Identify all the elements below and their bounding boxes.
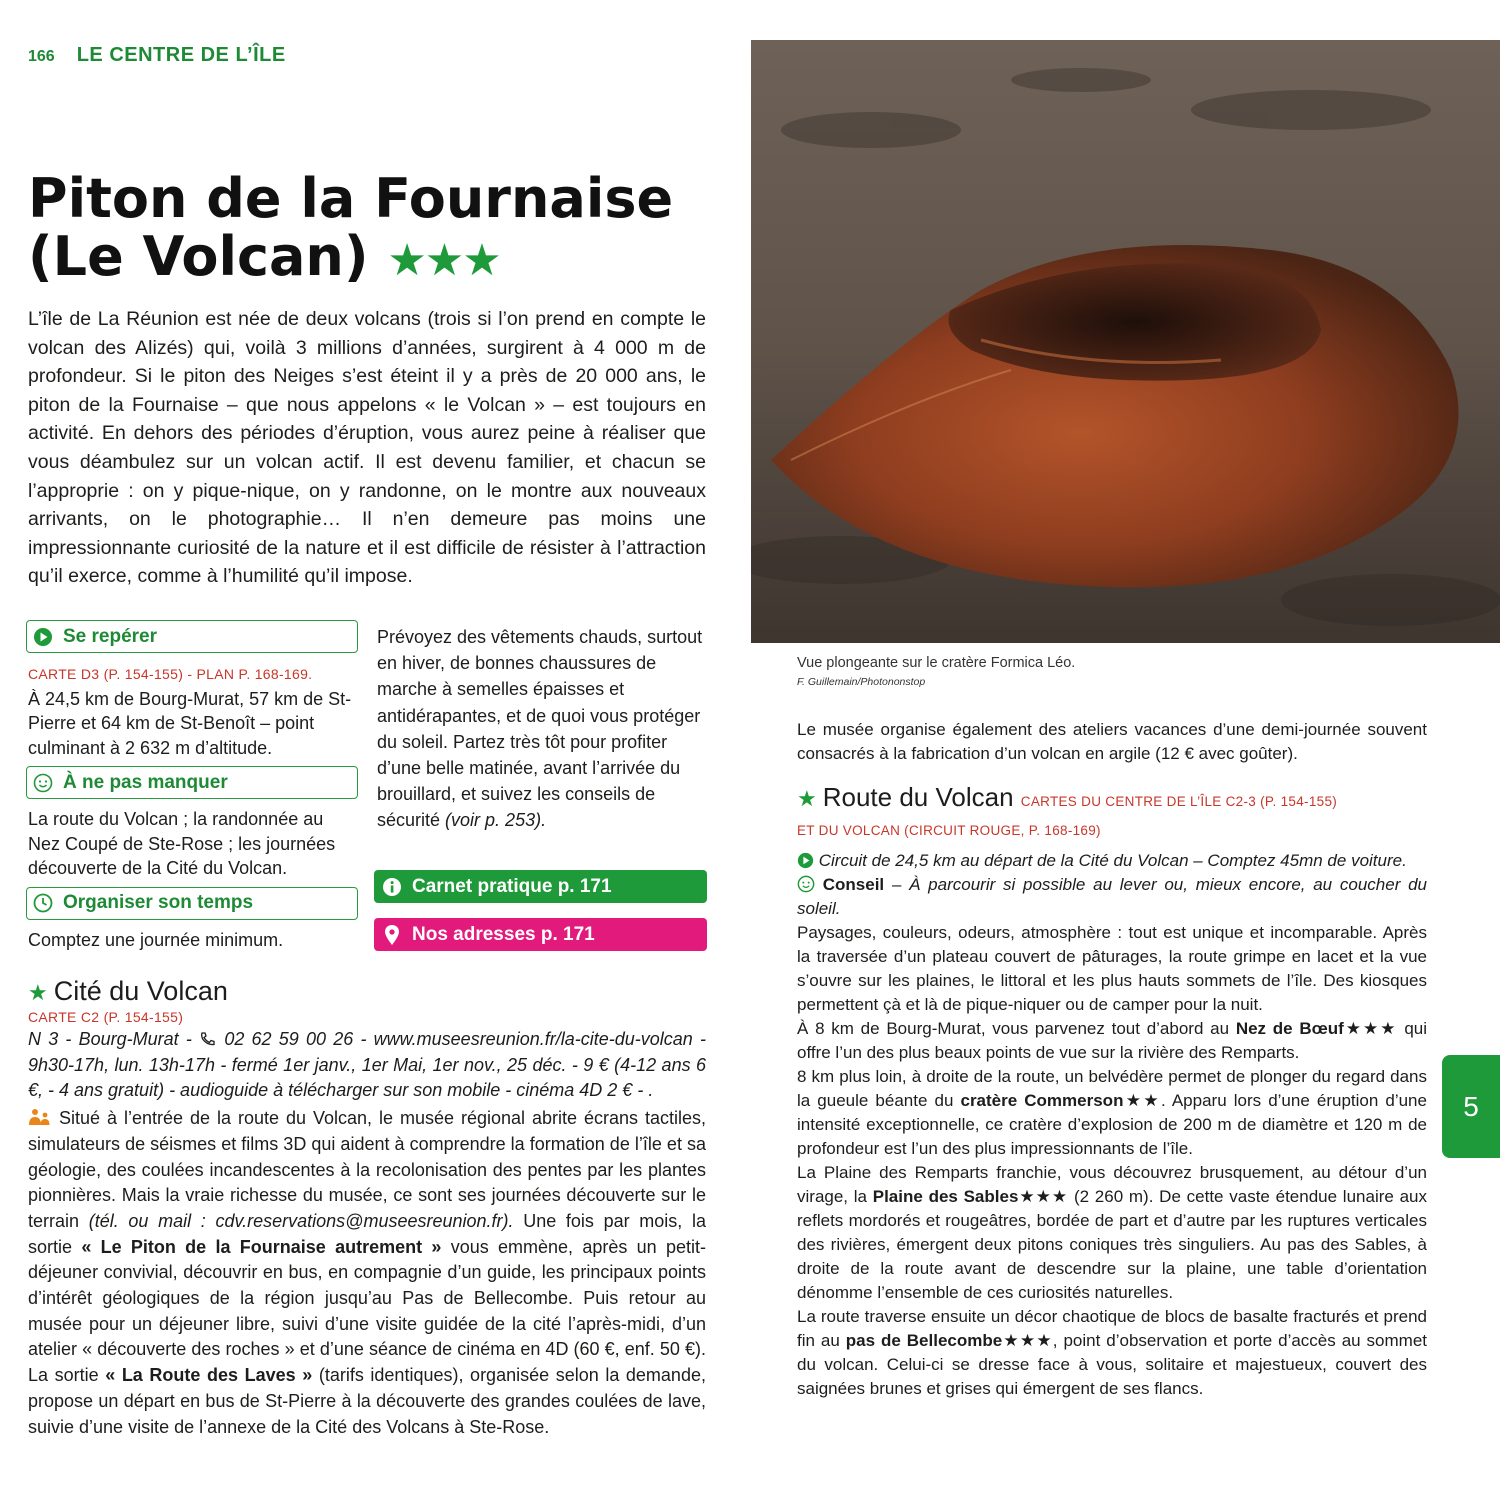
- pas-de-bellecombe: pas de Bellecombe★★★: [845, 1331, 1053, 1350]
- cite-description: [28, 1106, 706, 1440]
- play-circle-icon: [33, 627, 53, 647]
- info-icon: [382, 876, 402, 898]
- clock-icon: [33, 893, 53, 913]
- route-paragraph-1: Paysages, couleurs, odeurs, atmosphère : tout est unique et incomparable. Après la traversée d’un plateau couvert de pâturages, la route grimpe en lacet et la vue s’ouvre sur les plaines, le littoral et les plus hauts sommets de l’île. Des kiosques permettent çà et là de pique-niquer ou de camper pour la nuit.: [797, 923, 1427, 1014]
- cite-p1-contact: (tél. ou mail : cdv.reservations@museesreunion.fr).: [88, 1210, 514, 1231]
- conseil-text: – À parcourir si possible au lever ou, mieux encore, au coucher du soleil.: [797, 875, 1428, 918]
- route-map-reference-2: ET DU VOLCAN (CIRCUIT ROUGE, P. 168-169): [797, 823, 1101, 838]
- route-p3-a: 8 km plus loin, à droite de la route, un belvédère permet de plonger du regard dans la gueule béante du: [797, 1067, 1427, 1110]
- route-du-volcan-title: Route du Volcan: [822, 782, 1014, 812]
- right-column: [797, 718, 1427, 1401]
- intro-paragraph: L’île de La Réunion est née de deux volcans (trois si l’on prend en compte le volcan des Alizés) qui, voilà 3 millions d’années, surgirent à 4 000 m de profondeur. Si le piton des Neiges s’est éteint il y a près de 20 000 ans, le piton de la Fournaise – que nous appelons « le Volcan » – est toujours en activité. En dehors des périodes d’éruption, vous aurez peine à réaliser que vous déambulez sur un volcan actif. Il est devenu familier, et chacun se l’approprie : on y pique-nique, on y randonne, on le montre aux nouveaux arrivants, on le photographie… Il n’en demeure pas moins une impressionnante curiosité de la nature et il est difficile de résister à l’attraction qu’il exerce, comme à l’humilité qu’il impose.: [28, 308, 706, 588]
- carnet-pratique-label: Carnet pratique p. 171: [412, 875, 612, 897]
- location-pin-icon: [382, 924, 402, 946]
- cite-du-volcan-section: [28, 975, 706, 1440]
- route-paragraph-3: [797, 1065, 1427, 1161]
- route-p2-c: qui offre l’un des plus beaux points de vue sur la rivière des Remparts.: [797, 1019, 1427, 1062]
- plaine-des-sables: Plaine des Sables★★★: [872, 1187, 1069, 1206]
- cite-p1-d: (tarifs identiques), organisée selon la demande, propose un départ en bus de St-Pierre à la découverte des grandes coulées de lave, suivie d’une visite de l’annexe de la Cité des Volcans à Ste-Rose.: [28, 1365, 706, 1437]
- route-paragraph-2: [797, 1017, 1427, 1065]
- cite-du-volcan-title: Cité du Volcan: [53, 976, 228, 1006]
- route-du-volcan-heading: [797, 780, 1427, 819]
- nez-de-boeuf: Nez de Bœuf★★★: [1235, 1019, 1398, 1038]
- box-a-ne-pas-manquer-text: La route du Volcan ; la randonnée au Nez Coupé de Ste-Rose ; les journées découverte de la Cité du Volcan.: [28, 809, 336, 878]
- smiley-icon: [797, 875, 823, 894]
- family-icon: [28, 1108, 59, 1128]
- info-boxes: [26, 620, 358, 958]
- box-a-ne-pas-manquer-label: À ne pas manquer: [63, 771, 228, 793]
- title-line-2: (Le Volcan): [28, 225, 369, 288]
- route-p5-a: La route traverse ensuite un décor chaotique de blocs de basalte fracturés et prend fin au: [797, 1307, 1427, 1350]
- box-a-ne-pas-manquer: [26, 766, 358, 799]
- box-se-reperer: [26, 620, 358, 653]
- route-p4-c: (2 260 m). De cette vaste étendue lunaire aux reflets mordorés et rougeâtres, bordée de part et d’autre par les ruptures verticales des rivières, émergent deux pitons coniques très singuliers. Au pas des Sables, à droite de la route avant de descendre sur la plaine, une table d’orientation dénomme l’ensemble de ces curiosités naturelles.: [797, 1187, 1427, 1302]
- carnet-pratique-banner: [374, 870, 707, 903]
- rating-stars: ★★★: [387, 235, 500, 286]
- cite-info-details: 02 62 59 00 26 - www.museesreunion.fr/la-cite-du-volcan - 9h30-17h, lun. 13h-17h - fermé 1er janv., 1er Mai, 1er nov., 25 déc. - 9 € (4-12 ans 6 €, - 4 ans gratuit) - audioguide à télécharger sur son mobile - cinéma 4D 2 € - .: [28, 1029, 706, 1101]
- cite-outing-2: « La Route des Laves »: [105, 1365, 313, 1386]
- chapter-tab: 5: [1442, 1055, 1500, 1158]
- cite-p1-c: vous emmène, après un petit-déjeuner convivial, découvrir en bus, en compagnie d’un guide, les principaux points d’intérêt géologiques de la région jusqu’au Pas de Bellecombe. Puis retour au musée pour un déjeuner libre, suivi d’une visite guidée de la cité l’après-midi, d’un atelier « découverte des roches » et d’une séance de cinéma en 4D (60 €, enf. 50 €). La sortie: [28, 1236, 706, 1386]
- tips-text: Prévoyez des vêtements chauds, surtout en hiver, de bonnes chaussures de marche à semelles épaisses et antidérapantes, et de quoi vous protéger du soleil. Partez très tôt pour profiter d’une belle matinée, avant l’arrivée du brouillard, et suivez les conseils de sécurité: [377, 627, 703, 831]
- conseil-info: [797, 873, 1427, 921]
- phone-icon: [199, 1029, 224, 1049]
- section-title: LE CENTRE DE L’ÎLE: [76, 44, 286, 66]
- route-p3-c: . Apparu lors d’une éruption d’une intensité exceptionnelle, ce cratère d’explosion de 200 m de diamètre et 120 m de profondeur est l’un des plus impressionnants de l’île.: [797, 1091, 1427, 1158]
- cite-p1-b: Une fois par mois, la sortie: [28, 1210, 706, 1257]
- tips-paragraph: [377, 624, 707, 834]
- smiley-icon: [33, 773, 53, 793]
- page-title: [28, 167, 728, 290]
- route-p4-a: La Plaine des Remparts franchie, vous découvrez brusquement, au détour d’un virage, la: [797, 1163, 1427, 1206]
- box-se-reperer-text: [28, 661, 356, 760]
- cite-outing-1: « Le Piton de la Fournaise autrement »: [81, 1236, 442, 1257]
- circuit-info: [797, 849, 1427, 873]
- tips-reference: (voir p. 253).: [445, 810, 547, 831]
- play-circle-icon: [797, 851, 819, 870]
- location-text: À 24,5 km de Bourg-Murat, 57 km de St-Pierre et 64 km de St-Benoît – point culminant à 2 632 m d’altitude.: [28, 688, 352, 758]
- page-header: [28, 44, 286, 67]
- conseil-label: Conseil: [822, 875, 885, 894]
- route-paragraph-4: [797, 1161, 1427, 1305]
- cite-info: [28, 1027, 706, 1104]
- map-reference: CARTE D3 (P. 154-155) - PLAN P. 168-169.: [28, 666, 313, 682]
- cite-info-address: N 3 - Bourg-Murat -: [28, 1029, 192, 1049]
- route-p5-c: , point d’observation et porte d’accès au sommet du volcan. Celui-ci se dresse face à vous, solitaire et majestueux, couvert des saignées brunes et grises qui émergent de ses flancs.: [797, 1331, 1428, 1398]
- page-number: 166: [28, 48, 55, 65]
- nos-adresses-label: Nos adresses p. 171: [412, 923, 595, 945]
- nos-adresses-banner: [374, 918, 707, 951]
- cite-p1: Situé à l’entrée de la route du Volcan, le musée régional abrite écrans tactiles, simulateurs de séismes et films 3D qui aident à comprendre la formation de l’île et sa géologie, des coulées incandescentes à la recolonisation des pentes par les plantes pionnières. Mais la vraie richesse du musée, ce sont ses journées découverte sur le terrain: [28, 1108, 706, 1231]
- crater-photo: [751, 40, 1500, 643]
- title-line-1: Piton de la Fournaise: [28, 167, 674, 230]
- photo-credit: F. Guillemain/Photononstop: [797, 676, 926, 688]
- route-map-reference-1: CARTES DU CENTRE DE L’ÎLE C2-3 (P. 154-155): [1020, 794, 1338, 809]
- box-organiser-son-temps-text: Comptez une journée minimum.: [28, 929, 284, 950]
- star-icon: ★: [797, 786, 817, 811]
- route-paragraph-5: [797, 1305, 1427, 1401]
- cite-du-volcan-heading: [28, 975, 706, 1009]
- circuit-text: Circuit de 24,5 km au départ de la Cité du Volcan – Comptez 45mn de voiture.: [818, 851, 1407, 870]
- box-organiser-son-temps: [26, 887, 358, 920]
- box-organiser-son-temps-label: Organiser son temps: [63, 892, 254, 913]
- route-p2-a: À 8 km de Bourg-Murat, vous parvenez tout d’abord au: [797, 1019, 1230, 1038]
- cratere-commerson: cratère Commerson★★: [960, 1091, 1161, 1110]
- museum-workshops-text: Le musée organise également des ateliers vacances d’une demi-journée souvent consacrés à la fabrication d’un volcan en argile (12 € avec goûter).: [797, 720, 1427, 763]
- cite-map-reference: CARTE C2 (P. 154-155): [28, 1009, 184, 1025]
- box-se-reperer-label: Se repérer: [63, 625, 158, 647]
- star-icon: ★: [28, 980, 48, 1005]
- photo-caption: Vue plongeante sur le cratère Formica Léo.: [797, 655, 1076, 671]
